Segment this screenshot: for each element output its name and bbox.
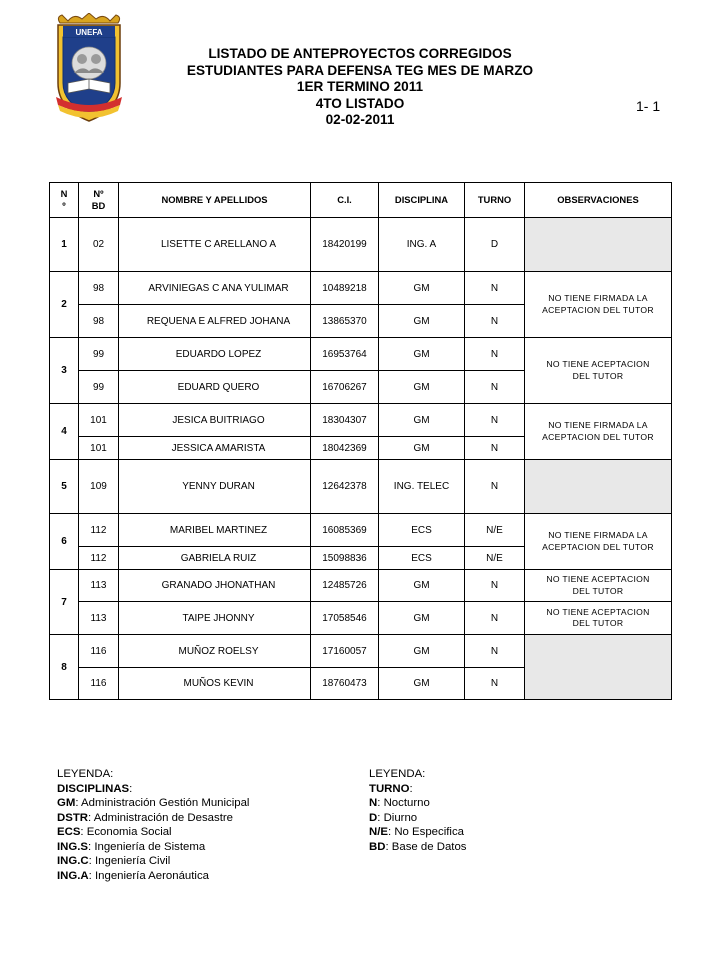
cell-name: MUÑOZ ROELSY: [119, 635, 311, 668]
header-ci: C.I.: [311, 183, 379, 218]
table-header-row: [50, 183, 672, 218]
cell-bd: 99: [79, 371, 119, 404]
header-observaciones: OBSERVACIONES: [525, 183, 672, 218]
cell-observaciones: NO TIENE ACEPTACION DEL TUTOR: [525, 338, 672, 404]
legend-title: LEYENDA:: [369, 768, 426, 780]
cell-observaciones: NO TIENE FIRMADA LA ACEPTACION DEL TUTOR: [525, 514, 672, 570]
cell-ci: 18760473: [311, 668, 379, 700]
table-row: [50, 514, 672, 547]
table-row: [50, 602, 672, 635]
header-n: N º: [50, 183, 79, 218]
header-name: NOMBRE Y APELLIDOS: [119, 183, 311, 218]
cell-ci: 12485726: [311, 570, 379, 602]
cell-bd: 02: [79, 218, 119, 272]
cell-bd: 109: [79, 460, 119, 514]
cell-observaciones: NO TIENE ACEPTACION DEL TUTOR: [525, 602, 672, 635]
cell-bd: 99: [79, 338, 119, 371]
group-number: 3: [50, 338, 79, 404]
cell-name: TAIPE JHONNY: [119, 602, 311, 635]
cell-ci: 17058546: [311, 602, 379, 635]
cell-observaciones: [525, 460, 672, 514]
title-line-1: LISTADO DE ANTEPROYECTOS CORREGIDOS: [208, 46, 512, 61]
cell-bd: 116: [79, 635, 119, 668]
cell-turno: N: [465, 602, 525, 635]
cell-disciplina: GM: [379, 668, 465, 700]
cell-disciplina: ECS: [379, 547, 465, 570]
cell-ci: 16706267: [311, 371, 379, 404]
cell-disciplina: GM: [379, 635, 465, 668]
legend-item: N: Nocturno: [369, 797, 430, 809]
cell-bd: 112: [79, 547, 119, 570]
legend-item: ING.A: Ingeniería Aeronáutica: [57, 869, 209, 882]
table-row: [50, 460, 672, 514]
cell-bd: 101: [79, 404, 119, 437]
table-row: [50, 338, 672, 371]
cell-turno: N/E: [465, 547, 525, 570]
header-disciplina: DISCIPLINA: [379, 183, 465, 218]
students-table: [49, 182, 672, 700]
cell-name: ARVINIEGAS C ANA YULIMAR: [119, 272, 311, 305]
legend-item: DSTR: Administración de Desastre: [57, 811, 233, 824]
cell-bd: 98: [79, 272, 119, 305]
unefa-crest-logo: [52, 13, 126, 127]
table-row: [50, 272, 672, 305]
logo-text: UNEFA: [75, 28, 103, 37]
cell-ci: 16085369: [311, 514, 379, 547]
cell-ci: 18304307: [311, 404, 379, 437]
cell-disciplina: GM: [379, 437, 465, 460]
cell-name: GABRIELA RUIZ: [119, 547, 311, 570]
title-line-3: 1ER TERMINO 2011: [296, 79, 424, 94]
cell-ci: 13865370: [311, 305, 379, 338]
document-title: [150, 46, 570, 129]
title-line-4: 4TO LISTADO: [315, 95, 405, 111]
legend-disciplinas: [57, 767, 249, 883]
legend-item: ECS: Economia Social: [57, 826, 172, 838]
cell-name: MARIBEL MARTINEZ: [119, 514, 311, 547]
cell-observaciones: NO TIENE ACEPTACION DEL TUTOR: [525, 570, 672, 602]
cell-bd: 113: [79, 602, 119, 635]
cell-disciplina: ING. TELEC: [379, 460, 465, 514]
group-number: 8: [50, 635, 79, 700]
cell-turno: N: [465, 460, 525, 514]
cell-turno: N: [465, 404, 525, 437]
cell-turno: N: [465, 305, 525, 338]
cell-ci: 12642378: [311, 460, 379, 514]
cell-ci: 10489218: [311, 272, 379, 305]
page-number: 1- 1: [636, 98, 661, 114]
cell-turno: N: [465, 437, 525, 460]
cell-turno: N: [465, 272, 525, 305]
cell-observaciones: NO TIENE FIRMADA LA ACEPTACION DEL TUTOR: [525, 404, 672, 460]
cell-disciplina: GM: [379, 570, 465, 602]
cell-turno: N/E: [465, 514, 525, 547]
group-number: 4: [50, 404, 79, 460]
title-line-2: ESTUDIANTES PARA DEFENSA TEG MES DE MARZO: [186, 62, 534, 78]
cell-turno: N: [465, 371, 525, 404]
group-number: 7: [50, 570, 79, 635]
cell-disciplina: GM: [379, 272, 465, 305]
group-number: 1: [50, 218, 79, 272]
cell-disciplina: GM: [379, 602, 465, 635]
cell-bd: 98: [79, 305, 119, 338]
cell-name: REQUENA E ALFRED JOHANA: [119, 305, 311, 338]
cell-disciplina: GM: [379, 404, 465, 437]
cell-name: EDUARDO LOPEZ: [119, 338, 311, 371]
header-turno: TURNO: [465, 183, 525, 218]
cell-bd: 101: [79, 437, 119, 460]
cell-disciplina: GM: [379, 305, 465, 338]
cell-name: EDUARD QUERO: [119, 371, 311, 404]
legend-item: N/E: No Especifica: [369, 826, 464, 838]
cell-ci: 18042369: [311, 437, 379, 460]
cell-name: GRANADO JHONATHAN: [119, 570, 311, 602]
cell-bd: 116: [79, 668, 119, 700]
table-row: [50, 218, 672, 272]
cell-turno: N: [465, 668, 525, 700]
cell-name: MUÑOS KEVIN: [119, 668, 311, 700]
table-row: [50, 404, 672, 437]
legend-item: ING.C: Ingeniería Civil: [57, 855, 171, 867]
cell-name: JESSICA AMARISTA: [119, 437, 311, 460]
cell-observaciones: [525, 635, 672, 700]
table-row: [50, 635, 672, 668]
cell-bd: 112: [79, 514, 119, 547]
cell-disciplina: ING. A: [379, 218, 465, 272]
cell-disciplina: GM: [379, 338, 465, 371]
group-number: 2: [50, 272, 79, 338]
legend-item: GM: Administración Gestión Municipal: [57, 797, 250, 809]
table-row: [50, 570, 672, 602]
cell-observaciones: [525, 218, 672, 272]
cell-ci: 18420199: [311, 218, 379, 272]
group-number: 5: [50, 460, 79, 514]
cell-turno: N: [465, 338, 525, 371]
title-date: 02-02-2011: [325, 112, 395, 127]
legend-heading: DISCIPLINAS:: [57, 782, 133, 795]
legend-item: BD: Base de Datos: [369, 840, 467, 853]
cell-ci: 16953764: [311, 338, 379, 371]
legend-heading: TURNO:: [369, 782, 413, 795]
cell-observaciones: NO TIENE FIRMADA LA ACEPTACION DEL TUTOR: [525, 272, 672, 338]
cell-name: LISETTE C ARELLANO A: [119, 218, 311, 272]
legend-title: LEYENDA:: [57, 768, 114, 780]
header-bd: Nº BD: [79, 183, 119, 218]
cell-disciplina: ECS: [379, 514, 465, 547]
legend-item: D: Diurno: [369, 811, 418, 824]
cell-disciplina: GM: [379, 371, 465, 404]
cell-ci: 17160057: [311, 635, 379, 668]
legend-turno: [369, 767, 467, 854]
cell-bd: 113: [79, 570, 119, 602]
cell-turno: D: [465, 218, 525, 272]
legend-item: ING.S: Ingeniería de Sistema: [57, 840, 206, 853]
cell-turno: N: [465, 635, 525, 668]
cell-name: JESICA BUITRIAGO: [119, 404, 311, 437]
group-number: 6: [50, 514, 79, 570]
cell-name: YENNY DURAN: [119, 460, 311, 514]
cell-turno: N: [465, 570, 525, 602]
cell-ci: 15098836: [311, 547, 379, 570]
